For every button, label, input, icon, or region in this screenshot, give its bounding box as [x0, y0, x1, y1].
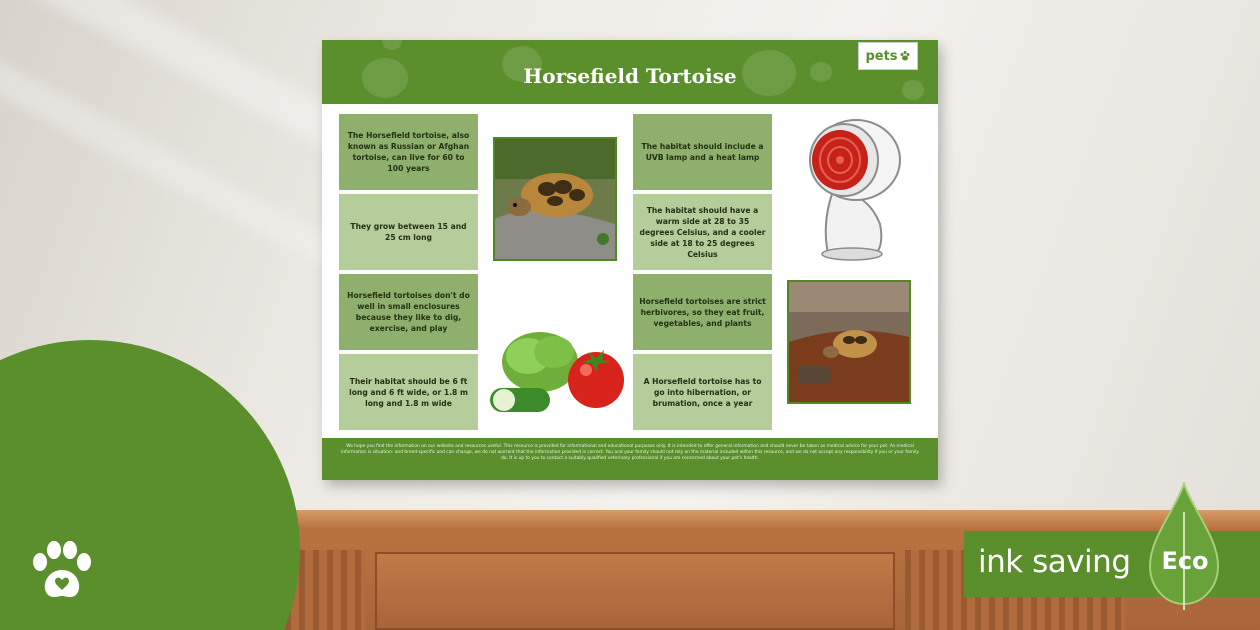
vegetables-image [484, 322, 628, 422]
tortoise-photo [493, 137, 617, 261]
tortoise-enclosure-image [789, 282, 909, 402]
fact-temperature: The habitat should have a warm side at 28 to 35 degrees Celsius, and a cooler side at 18 to 25 degrees Celsius [633, 194, 772, 270]
poster-disclaimer: We hope you find the information on our website and resources useful. This resource is provided for informational and educational purposes only. It is intended to offer general information and should never be taken as medical advice for your pet. As medical information is situation- and breed-specific and can change, we do not warrant that the information provided is correct. You and your family should not rely on the material included within this resource, and we do not accept any responsibility if you or your family do. It is up to you to contact a suitably qualified veterinary professional if you are concerned about your pet's health. [322, 438, 938, 480]
fact-lifespan: The Horsefield tortoise, also known as Russian or Afghan tortoise, can live for 60 to 100 years [339, 114, 478, 190]
fact-habitat-size: Their habitat should be 6 ft long and 6 ft wide, or 1.8 m long and 1.8 m wide [339, 354, 478, 430]
fact-hibernation: A Horsefield tortoise has to go into hibernation, or brumation, once a year [633, 354, 772, 430]
eco-label: Eco [1161, 547, 1209, 575]
tortoise-photo-image [495, 139, 615, 259]
poster-header [322, 40, 938, 104]
sideboard-drawer [375, 552, 895, 630]
paw-icon [899, 50, 911, 62]
fact-size: They grow between 15 and 25 cm long [339, 194, 478, 270]
paw-icon [28, 538, 96, 606]
paw-print-decoration [382, 40, 402, 50]
heat-lamp-image [792, 114, 902, 264]
fact-diet: Horsefield tortoises are strict herbivores, so they eat fruit, vegetables, and plants [633, 274, 772, 350]
tortoise-enclosure-photo [787, 280, 911, 404]
logo-text: pets [865, 48, 898, 64]
pets-logo [858, 42, 918, 70]
ink-saving-label: ink saving [978, 544, 1131, 580]
vegetables-illustration [484, 322, 628, 422]
tortoise-poster [322, 40, 938, 480]
heat-lamp-illustration [792, 114, 902, 264]
fact-enclosure: Horsefield tortoises don't do well in small enclosures because they like to dig, exercise, and play [339, 274, 478, 350]
poster-title: Horsefield Tortoise [523, 64, 737, 88]
fact-lamps: The habitat should include a UVB lamp and a heat lamp [633, 114, 772, 190]
poster-body [322, 104, 938, 438]
